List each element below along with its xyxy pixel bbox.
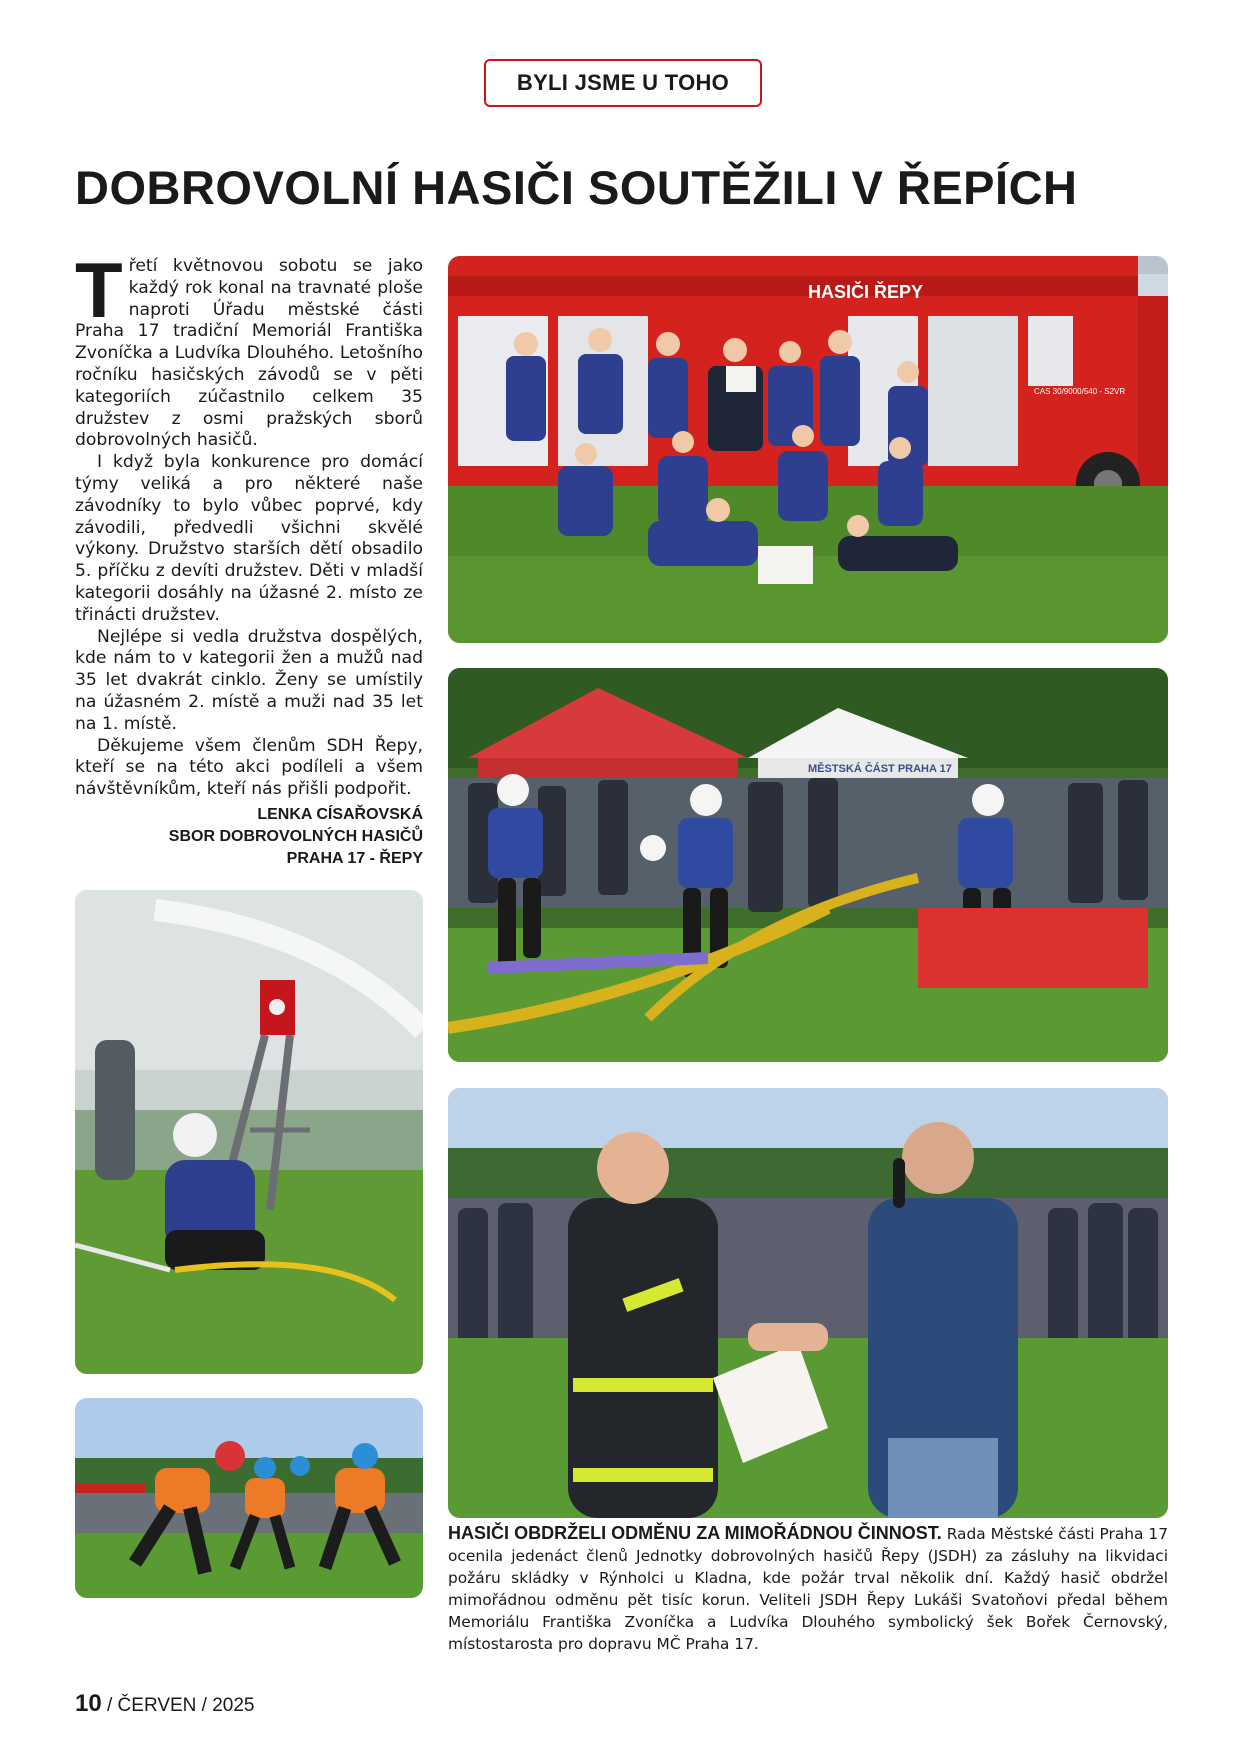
- page-title: DOBROVOLNÍ HASIČI SOUTĚŽILI V ŘEPÍCH: [75, 161, 1078, 214]
- page-number: 10: [75, 1690, 102, 1717]
- photo-relay-race: [448, 668, 1168, 1062]
- tent-banner: MĚSTSKÁ ČÁST PRAHA 17: [808, 763, 952, 775]
- photo-water-spray: [75, 890, 423, 1374]
- footer-separator: /: [201, 1695, 213, 1716]
- paragraph-2: I když byla konkurence pro domácí týmy veliká a pro některé naše závodníky to bylo vůbec poprvé, kdy závodili, předvedli všichni skvělé výkony. Družstvo starších dětí obsadilo 5. příčku z devíti družstev. Děti v mladší kategorii dosáhly na úžasné 2. místo ze třinácti družstev.: [75, 452, 423, 625]
- author-signature: [75, 804, 423, 870]
- author-name: LENKA CÍSAŘOVSKÁ: [257, 806, 423, 823]
- issue-month: ČERVEN: [117, 1695, 197, 1716]
- paragraph-3: Nejlépe si vedla družstva dospělých, kde nám to v kategorii žen a mužů nad 35 let dvakrát cinklo. Ženy se umístily na úžasném 2. místě a muži nad 35 let na 1. místě.: [75, 626, 423, 734]
- photo-orange-team-running: [75, 1398, 423, 1598]
- paragraph-1: Třetí květnovou sobotu se jako každý rok konal na travnaté ploše naproti Úřadu městské části Praha 17 tradiční Memoriál Františka Zvoníčka a Ludvíka Dlouhého. Letošního ročníku hasičských závodů se v pěti kategoriích zúčastnilo celkem 35 družstev z osmi pražských sborů dobrovolných hasičů.: [75, 246, 423, 451]
- paragraph-4: Děkujeme všem členům SDH Řepy, kteří se na této akci podíleli a všem návštěvníkům, kteří nás přišli podpořit.: [75, 735, 423, 800]
- photo-award-handshake: [448, 1088, 1168, 1518]
- photo-caption: [448, 1522, 1168, 1655]
- author-organization: SBOR DOBROVOLNÝCH HASIČŮ: [168, 828, 423, 845]
- footer-separator: /: [106, 1695, 118, 1716]
- author-place: PRAHA 17 - ŘEPY: [286, 850, 423, 867]
- article-body: [75, 246, 423, 801]
- caption-lead: HASIČI OBDRŽELI ODMĚNU ZA MIMOŘÁDNOU ČINNOST.: [448, 1523, 942, 1543]
- truck-plate: CAS 30/9000/540 - S2VR: [1034, 387, 1126, 396]
- page-footer: [75, 1690, 255, 1718]
- caption-text: Rada Městské části Praha 17 ocenila jedenáct členů Jednotky dobrovolných hasičů Řepy (JSDH) za zásluhy na likvidaci požáru skládky v Rýnholci u Kladna, kde požár trval několik dní. Každý hasič obdržel mimořádnou odměnu pět tisíc korun. Veliteli JSDH Řepy Lukáši Svatoňovi předal během Memoriálu Františka Zvoníčka a Ludvíka Dlouhého symbolický šek Bořek Černovský, místostarosta pro dopravu MČ Praha 17.: [448, 1525, 1168, 1653]
- issue-year: 2025: [212, 1695, 255, 1716]
- drop-cap: T: [75, 246, 123, 334]
- photo-team-fire-truck: [448, 256, 1168, 643]
- truck-lettering: HASIČI ŘEPY: [808, 282, 924, 302]
- section-tag: BYLI JSME U TOHO: [484, 59, 762, 107]
